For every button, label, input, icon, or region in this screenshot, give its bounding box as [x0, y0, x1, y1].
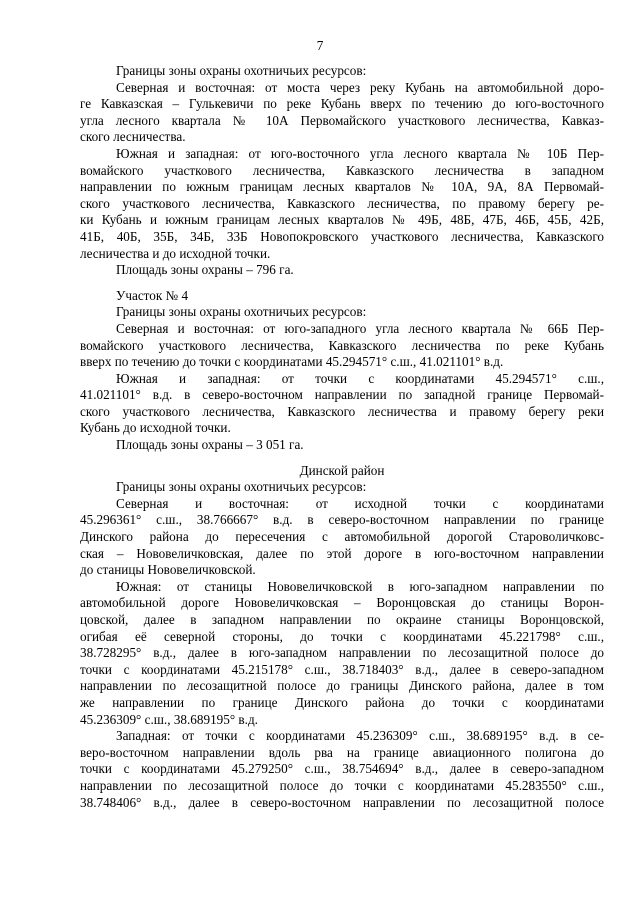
text-line: 38.728295° в.д., далее в юго-западном направлении по лесозащитной полосе до [80, 645, 604, 661]
text-line: точки с координатами 45.215178° с.ш., 38.718403° в.д., далее в северо-западном [80, 661, 604, 677]
paragraph [80, 304, 604, 321]
text-line: веро-восточном направлении вдоль рва на границе авиационного полигона до [80, 744, 604, 760]
text-line: автомобильной дороге Нововеличковская – Воронцовская до станицы Ворон- [80, 595, 604, 611]
text-line: Северная и восточная: от моста через реку Кубань на автомобильной доро- [116, 79, 604, 95]
text-line: 45.236309° с.ш., 38.689195° в.д. [80, 711, 258, 727]
paragraph [80, 371, 604, 437]
text-line: вверх по течению до точки с координатами 45.294571° с.ш., 41.021101° в.д. [80, 354, 504, 370]
text-line: ского лесничества. [80, 129, 186, 145]
text-line: вомайского участкового лесничества, Кавказского лесничества в западном [80, 162, 604, 178]
text-line: лесничества и до исходной точки. [80, 245, 271, 261]
paragraph [80, 479, 604, 496]
text-line: огибая её северной стороны, до точки с координатами 45.221798° с.ш., [80, 628, 604, 644]
text-line: же направлении по границе Динского района до точки с координатами [80, 694, 604, 710]
paragraph [80, 496, 604, 579]
text-line: вомайского участкового лесничества, Кавказского лесничества по реке Кубань [80, 337, 604, 353]
paragraph [80, 728, 604, 811]
paragraph [80, 63, 604, 80]
text-line: Площадь зоны охраны – 3 051 га. [116, 437, 304, 453]
paragraph [80, 146, 604, 262]
text-line: направлении по лесозащитной полосе до границы Динского района, далее в том [80, 678, 604, 694]
text-line: направлении по лесозащитной полосе до точки с координатами 45.283550° с.ш., [80, 777, 604, 793]
paragraph [80, 80, 604, 146]
text-line: 41.021101° в.д. в северо-восточном направлении по западной границе Первомай- [80, 387, 604, 403]
text-line: Южная: от станицы Нововеличковской в юго-западном направлении по [116, 578, 604, 594]
text-line: Северная и восточная: от исходной точки с координатами [116, 495, 604, 511]
text-line: 41Б, 40Б, 35Б, 34Б, 33Б Новопокровского участкового лесничества, Кавказского [80, 228, 604, 244]
paragraph [80, 579, 604, 728]
text-line: ского участкового лесничества, Кавказского лесничества и правому берегу реки [80, 403, 604, 419]
text-line: Динской район [299, 462, 385, 478]
text-line: точки с координатами 45.279250° с.ш., 38.754694° в.д., далее в северо-западном [80, 761, 604, 777]
text-line: Границы зоны охраны охотничьих ресурсов: [116, 304, 367, 320]
text-line: Участок № 4 [116, 287, 189, 303]
paragraph [80, 288, 604, 305]
document-body [80, 63, 604, 811]
text-line: цовской, далее в западном направлении по окраине станицы Воронцовской, [80, 612, 604, 627]
text-line: направлении по южным границам лесных кварталов № 10А, 9А, 8А Первомай- [80, 179, 604, 195]
text-line: Динского района до пересечения с автомобильной дорогой Староволичковс- [80, 529, 604, 545]
text-line: ки Кубань и южным границам лесных кварталов № 49Б, 48Б, 47Б, 46Б, 45Б, 42Б, [80, 212, 604, 228]
text-line: 38.748406° в.д., далее в северо-восточном направлении по лесозащитной полосе [80, 794, 604, 810]
paragraph [80, 437, 604, 454]
text-line: Площадь зоны охраны – 796 га. [116, 262, 294, 278]
text-line: до станицы Нововеличковской. [80, 562, 256, 578]
text-line: ге Кавказская – Гулькевичи по реке Кубань вверх по течению до юго-восточного [80, 96, 604, 112]
text-line: Кубань до исходной точки. [80, 420, 231, 436]
page-number: 7 [316, 38, 324, 53]
text-line: Южная и западная: от точки с координатами 45.294571° с.ш., [116, 370, 604, 386]
text-line: 45.296361° с.ш., 38.766667° в.д. в северо-восточном направлении по границе [80, 512, 604, 528]
text-line: Южная и западная: от юго-восточного угла лесного квартала № 10Б Пер- [116, 145, 604, 161]
section-heading [80, 463, 604, 480]
text-line: ская – Нововеличковская, далее по этой дороге в юго-восточном направлении [80, 545, 604, 561]
paragraph [80, 262, 604, 279]
text-line: Границы зоны охраны охотничьих ресурсов: [116, 479, 367, 495]
text-line: Западная: от точки с координатами 45.236309° с.ш., 38.689195° в.д. в се- [116, 728, 604, 744]
text-line: Границы зоны охраны охотничьих ресурсов: [116, 63, 367, 78]
text-line: ского участкового лесничества, Кавказского лесничества, по правому берегу ре- [80, 195, 604, 211]
paragraph [80, 321, 604, 371]
text-line: угла лесного квартала № 10А Первомайского участкового лесничества, Кавказ- [80, 112, 604, 128]
text-line: Северная и восточная: от юго-западного угла лесного квартала № 66Б Пер- [116, 320, 604, 336]
